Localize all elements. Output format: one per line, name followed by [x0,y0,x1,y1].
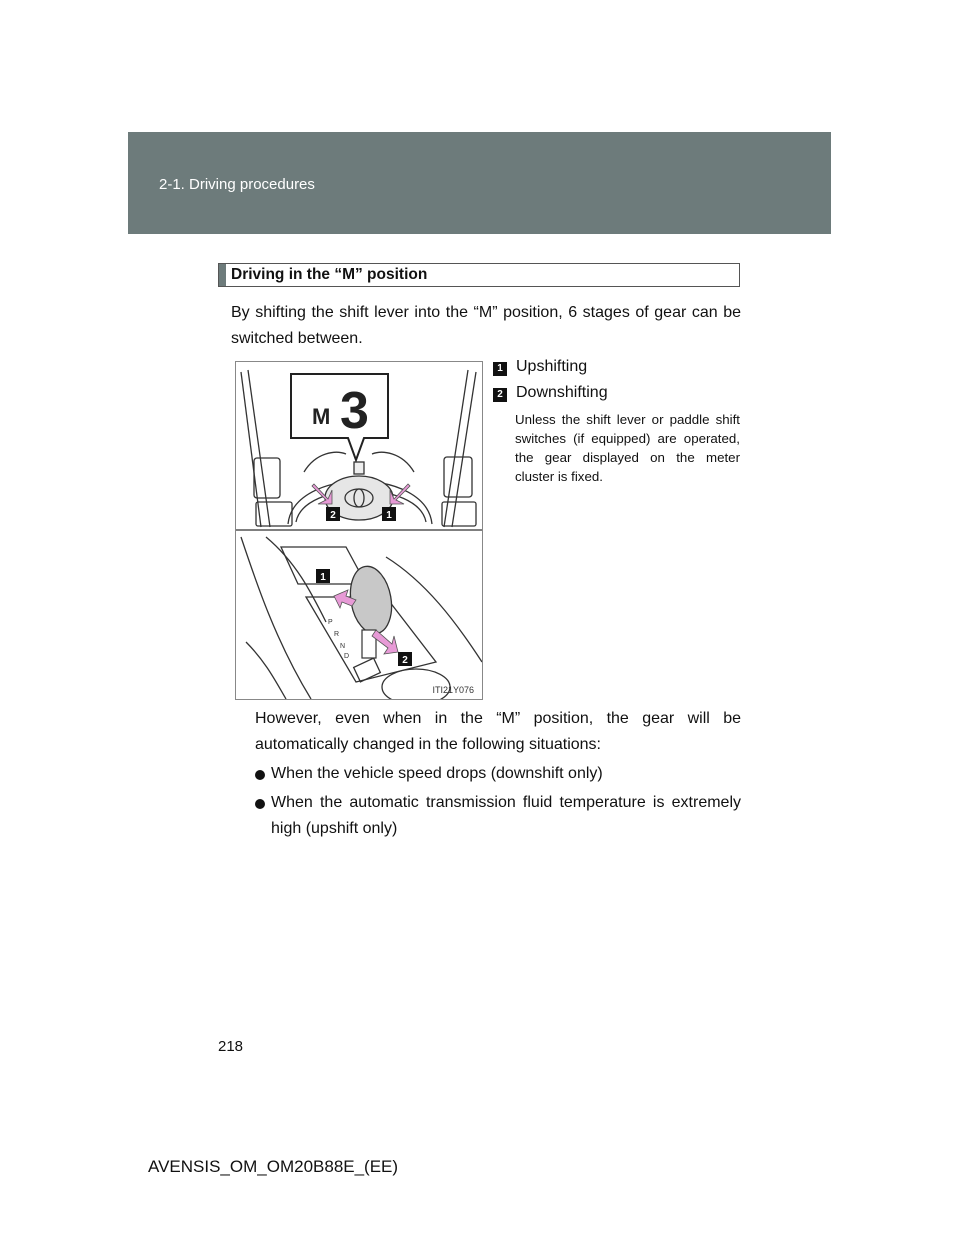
meter-display-callout [291,374,388,460]
note-text: Unless the shift lever or paddle shift switches (if equipped) are operated, the gear displayed on the meter cluster is fixed. [515,412,740,484]
section-heading [218,263,740,287]
page-header [128,132,831,234]
svg-text:2: 2 [402,655,408,666]
section-heading-bar [219,264,226,286]
legend-label-upshifting: Upshifting [516,358,588,375]
bullet-dot [255,799,265,809]
callout-1-wheel [382,507,396,521]
legend-number-2: 2 [493,388,507,402]
page-number: 218 [218,1038,244,1055]
display-mode-text: M [312,404,331,429]
svg-text:R: R [334,631,340,638]
callout-1-lever [316,569,330,583]
callout-2-wheel [326,507,340,521]
svg-text:N: N [340,643,346,650]
bullet-item-temperature [255,790,741,842]
shift-illustration [235,361,483,700]
section-title: Driving in the “M” position [231,266,428,283]
bullet-item-speed [255,761,741,787]
svg-text:1: 1 [320,572,326,583]
svg-text:1: 1 [386,510,392,521]
bullet-text: When the vehicle speed drops (downshift only) [271,765,603,782]
bullet-dot [255,770,265,780]
shift-illustration-svg [236,362,482,699]
figure-code: ITI21Y076 [432,685,474,695]
callout-2-lever [398,652,412,666]
svg-text:2: 2 [330,510,336,521]
header-section-title: 2-1. Driving procedures [159,176,315,193]
intro-text: By shifting the shift lever into the “M” position, 6 stages of gear can be switched between. [231,304,741,347]
body-paragraph: However, even when in the “M” position, the gear will be automatically changed in the following situations: [255,710,741,753]
document-footer: AVENSIS_OM_OM20B88E_(EE) [148,1157,399,1176]
display-gear-text: 3 [340,382,369,440]
svg-text:D: D [344,653,350,660]
svg-text:P: P [328,619,333,626]
bullet-text: When the automatic transmission fluid temperature is extremely high (upshift only) [271,794,741,837]
legend-label-downshifting: Downshifting [516,384,608,401]
legend-number-1: 1 [493,362,507,376]
